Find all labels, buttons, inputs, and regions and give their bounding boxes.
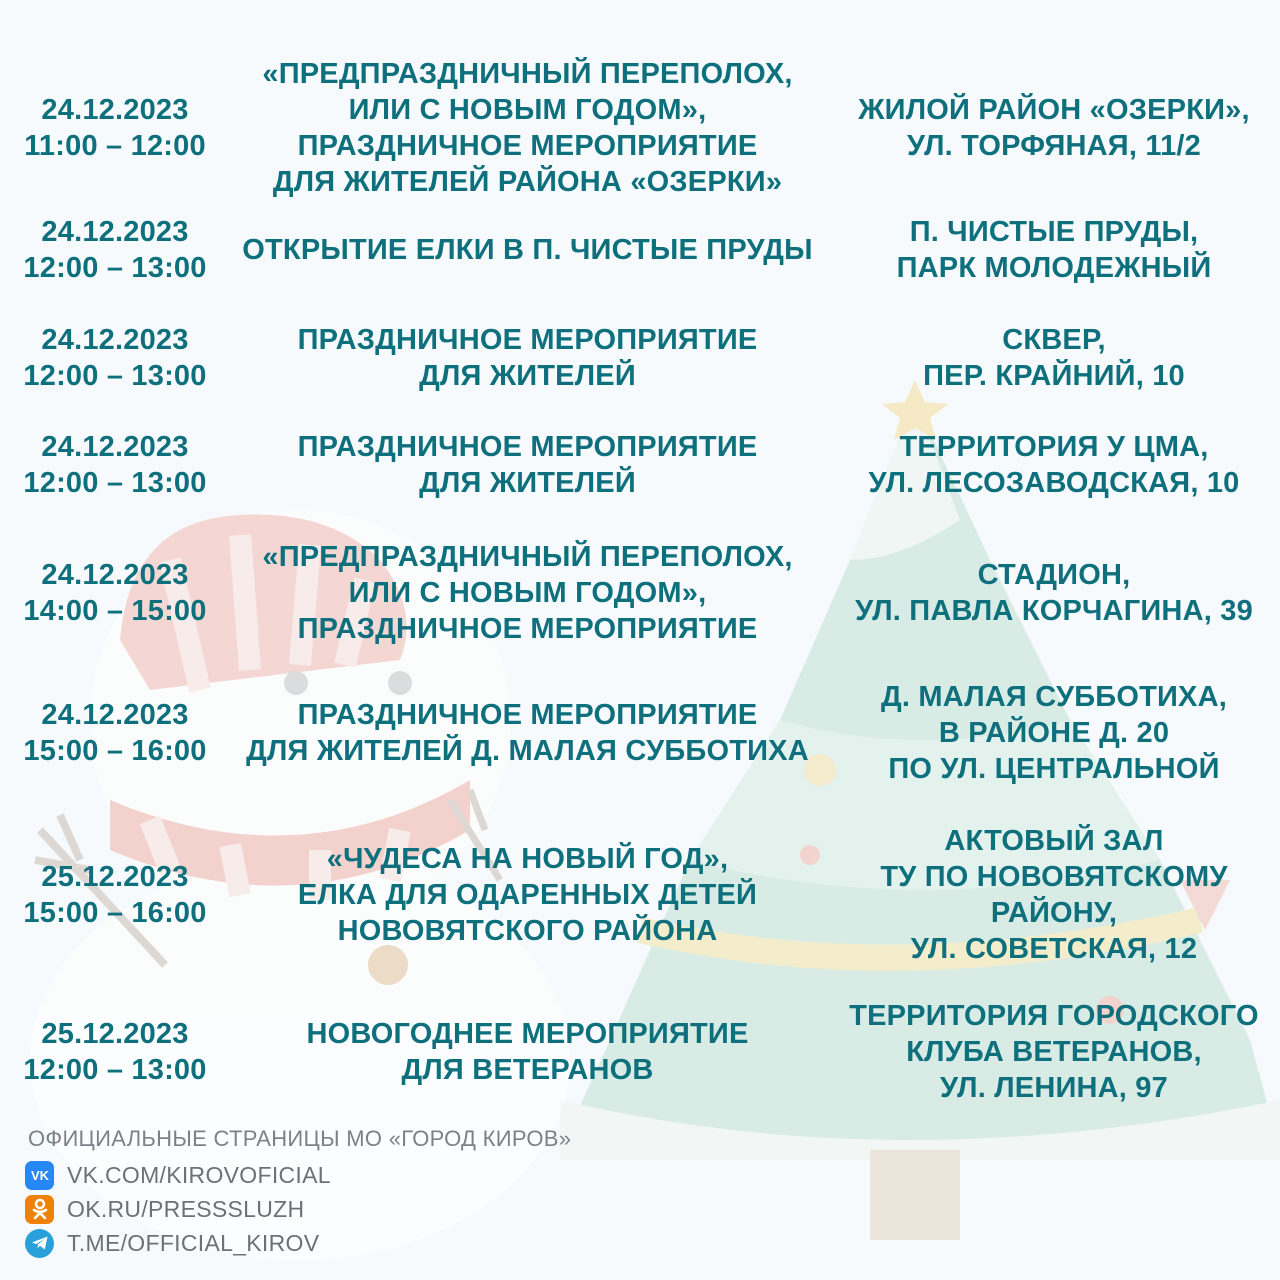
event-row (0, 538, 1280, 648)
event-title-line: ДЛЯ ЖИТЕЛЕЙ (419, 360, 636, 392)
event-location-line: ТЕРРИТОРИЯ ГОРОДСКОГО (849, 1000, 1259, 1032)
event-time: 15:00 – 16:00 (23, 735, 207, 767)
event-datetime (10, 997, 220, 1107)
event-time: 12:00 – 13:00 (23, 252, 207, 284)
event-date: 24.12.2023 (41, 216, 189, 248)
event-title (235, 214, 820, 286)
event-row (0, 36, 1280, 219)
event-date: 25.12.2023 (41, 1018, 189, 1050)
event-time: 12:00 – 13:00 (23, 467, 207, 499)
telegram-icon (25, 1229, 54, 1258)
event-location-line: ТЕРРИТОРИЯ У ЦМА, (899, 431, 1209, 463)
event-date: 24.12.2023 (41, 431, 189, 463)
event-location-line: ЖИЛОЙ РАЙОН «ОЗЕРКИ», (858, 93, 1250, 126)
event-row (0, 822, 1280, 967)
event-time: 15:00 – 16:00 (23, 896, 207, 929)
event-datetime (10, 822, 220, 967)
event-title-line: ПРАЗДНИЧНОЕ МЕРОПРИЯТИЕ (297, 431, 758, 463)
event-title-line: ДЛЯ ЖИТЕЛЕЙ Д. МАЛАЯ СУББОТИХА (246, 735, 809, 767)
event-title-line: ДЛЯ ЖИТЕЛЕЙ (419, 467, 636, 499)
event-date: 24.12.2023 (41, 559, 189, 591)
event-title (235, 538, 820, 648)
event-title-line: ЕЛКА ДЛЯ ОДАРЕННЫХ ДЕТЕЙ (297, 878, 758, 911)
event-location (835, 322, 1273, 394)
event-time: 12:00 – 13:00 (23, 1054, 207, 1086)
event-title-line: ИЛИ С НОВЫМ ГОДОМ», (348, 93, 707, 126)
event-location-line: УЛ. ЛЕНИНА, 97 (940, 1072, 1168, 1104)
event-date: 25.12.2023 (41, 860, 189, 893)
event-location (835, 36, 1273, 219)
official-pages-footer (25, 1124, 571, 1260)
event-title-line: НОВОГОДНЕЕ МЕРОПРИЯТИЕ (306, 1018, 749, 1050)
event-location-line: ТУ ПО НОВОВЯТСКОМУ (880, 860, 1228, 893)
event-title-line: ПРАЗДНИЧНОЕ МЕРОПРИЯТИЕ (297, 324, 758, 356)
event-row (0, 214, 1280, 286)
event-title (235, 322, 820, 394)
svg-text:VK: VK (30, 1168, 49, 1182)
event-time: 14:00 – 15:00 (23, 595, 207, 627)
event-datetime (10, 429, 220, 501)
event-title (235, 822, 820, 967)
event-location-line: УЛ. СОВЕТСКАЯ, 12 (910, 932, 1198, 965)
event-row (0, 678, 1280, 788)
event-location-line: Д. МАЛАЯ СУББОТИХА, (881, 681, 1227, 713)
event-location-line: УЛ. ПАВЛА КОРЧАГИНА, 39 (855, 595, 1253, 627)
event-location-line: В РАЙОНЕ Д. 20 (938, 717, 1170, 749)
event-location (835, 678, 1273, 788)
event-date: 24.12.2023 (41, 93, 189, 126)
event-datetime (10, 36, 220, 219)
event-title-line: «ПРЕДПРАЗДНИЧНЫЙ ПЕРЕПОЛОХ, (262, 541, 793, 573)
event-datetime (10, 678, 220, 788)
event-location-line: СТАДИОН, (977, 559, 1131, 591)
event-title (235, 36, 820, 219)
event-location-line: УЛ. ЛЕСОЗАВОДСКАЯ, 10 (868, 467, 1240, 499)
event-title-line: ПРАЗДНИЧНОЕ МЕРОПРИЯТИЕ (297, 129, 758, 162)
event-location-line: КЛУБА ВЕТЕРАНОВ, (906, 1036, 1202, 1068)
odnoklassniki-icon (25, 1195, 54, 1224)
event-location (835, 538, 1273, 648)
vk-icon (25, 1161, 54, 1190)
event-title-line: ДЛЯ ВЕТЕРАНОВ (401, 1054, 654, 1086)
event-location (835, 214, 1273, 286)
event-title (235, 678, 820, 788)
event-location-line: ПЕР. КРАЙНИЙ, 10 (923, 360, 1185, 392)
event-location (835, 429, 1273, 501)
vk-link[interactable] (25, 1158, 571, 1192)
event-location-line: ПО УЛ. ЦЕНТРАЛЬНОЙ (888, 753, 1220, 785)
event-location (835, 997, 1273, 1107)
event-title-line: ОТКРЫТИЕ ЕЛКИ В П. ЧИСТЫЕ ПРУДЫ (242, 234, 813, 266)
odnoklassniki-link[interactable] (25, 1192, 571, 1226)
event-location-line: ПАРК МОЛОДЕЖНЫЙ (896, 252, 1212, 284)
event-title-line: ПРАЗДНИЧНОЕ МЕРОПРИЯТИЕ (297, 613, 758, 645)
vk-link-text[interactable]: VK.COM/KIROVOFICIAL (67, 1161, 331, 1188)
event-time: 11:00 – 12:00 (24, 129, 206, 162)
event-row (0, 322, 1280, 394)
odnoklassniki-link-text[interactable]: OK.RU/PRESSSLUZH (67, 1195, 305, 1222)
event-datetime (10, 538, 220, 648)
event-location-line: П. ЧИСТЫЕ ПРУДЫ, (909, 216, 1199, 248)
event-title-line: НОВОВЯТСКОГО РАЙОНА (337, 914, 718, 947)
event-date: 24.12.2023 (41, 699, 189, 731)
event-location-line: СКВЕР, (1002, 324, 1106, 356)
event-title-line: ДЛЯ ЖИТЕЛЕЙ РАЙОНА «ОЗЕРКИ» (272, 165, 783, 198)
telegram-link[interactable] (25, 1226, 571, 1260)
event-row (0, 429, 1280, 501)
telegram-link-text[interactable]: T.ME/OFFICIAL_KIROV (67, 1229, 320, 1256)
event-row (0, 997, 1280, 1107)
event-location-line: УЛ. ТОРФЯНАЯ, 11/2 (906, 129, 1202, 162)
event-title (235, 997, 820, 1107)
event-date: 24.12.2023 (41, 324, 189, 356)
event-datetime (10, 214, 220, 286)
event-time: 12:00 – 13:00 (23, 360, 207, 392)
event-location (835, 822, 1273, 967)
event-title-line: «ЧУДЕСА НА НОВЫЙ ГОД», (326, 842, 729, 875)
event-location-line: АКТОВЫЙ ЗАЛ (944, 824, 1164, 857)
event-location-line: РАЙОНУ, (990, 896, 1118, 929)
event-title-line: «ПРЕДПРАЗДНИЧНЫЙ ПЕРЕПОЛОХ, (262, 57, 793, 90)
event-datetime (10, 322, 220, 394)
event-title (235, 429, 820, 501)
footer-title: ОФИЦИАЛЬНЫЕ СТРАНИЦЫ МО «ГОРОД КИРОВ» (28, 1126, 572, 1151)
event-title-line: ПРАЗДНИЧНОЕ МЕРОПРИЯТИЕ (297, 699, 758, 731)
event-title-line: ИЛИ С НОВЫМ ГОДОМ», (348, 577, 707, 609)
